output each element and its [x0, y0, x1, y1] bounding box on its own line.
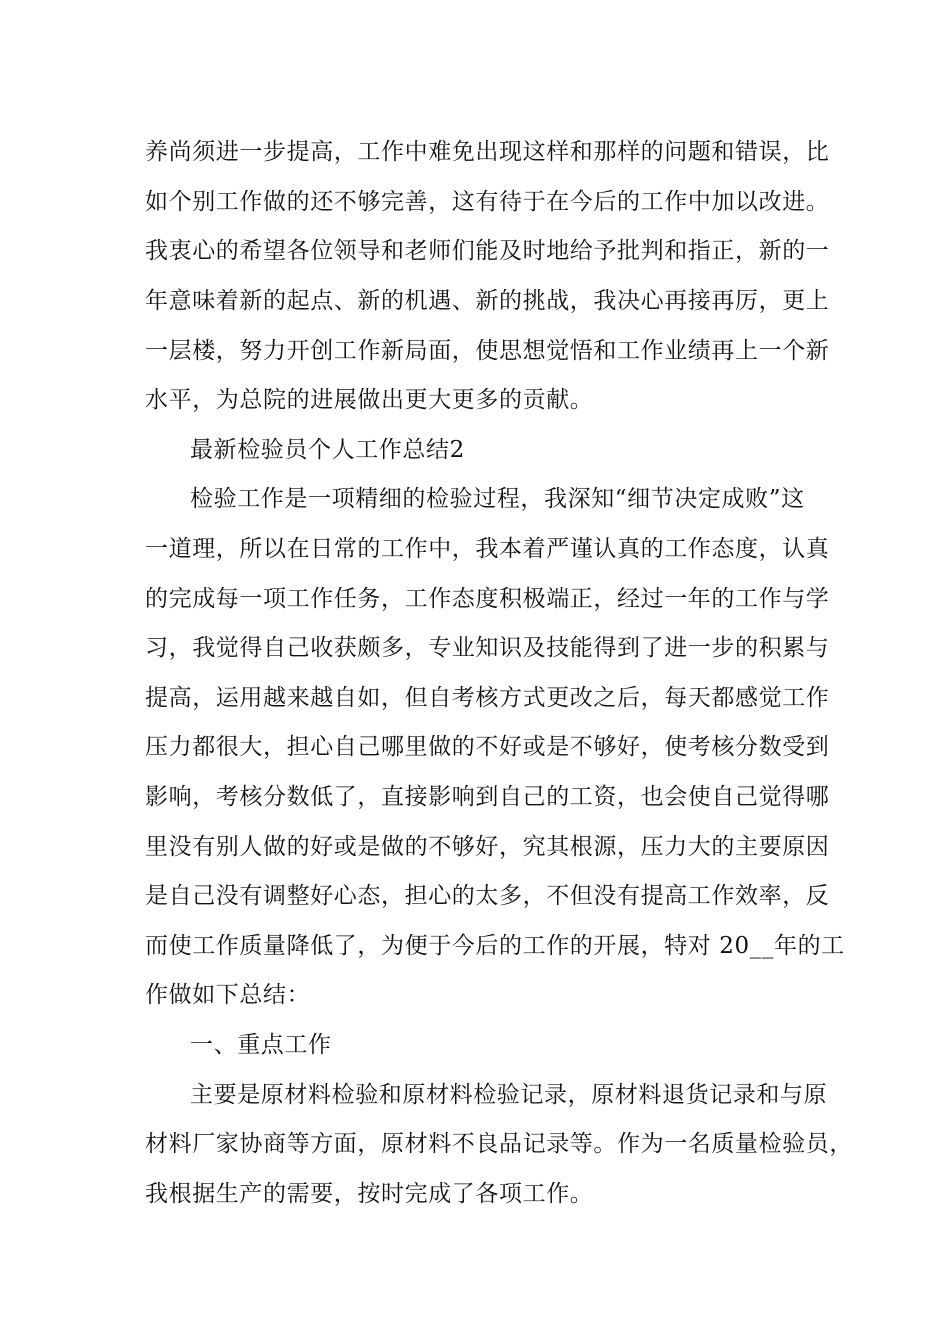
paragraph-line: 一层楼，努力开创工作新局面，使思想觉悟和工作业绩再上一个新 — [145, 338, 830, 364]
paragraph-line: 年意味着新的起点、新的机遇、新的挑战，我决心再接再厉，更上 — [145, 288, 830, 314]
paragraph-line: 作做如下总结： — [145, 982, 311, 1008]
paragraph-line: 而使工作质量降低了，为便于今后的工作的开展，特对 20__年的工 — [145, 933, 845, 959]
paragraph-line: 如个别工作做的还不够完善，这有待于在今后的工作中加以改进。 — [145, 189, 830, 215]
paragraph-line: 检验工作是一项精细的检验过程，我深知“细节决定成败”这 — [190, 486, 805, 512]
paragraph-line: 主要是原材料检验和原材料检验记录，原材料退货记录和与原 — [190, 1082, 828, 1108]
paragraph-line: 的完成每一项工作任务，工作态度积极端正，经过一年的工作与学 — [145, 586, 830, 612]
paragraph-line: 习，我觉得自己收获颇多，专业知识及技能得到了进一步的积累与 — [145, 635, 830, 661]
paragraph-line: 压力都很大，担心自己哪里做的不好或是不够好，使考核分数受到 — [145, 734, 830, 760]
subsection-heading: 一、重点工作 — [190, 1032, 332, 1058]
paragraph-line: 我根据生产的需要，按时完成了各项工作。 — [145, 1181, 594, 1207]
paragraph-line: 一道理，所以在日常的工作中，我本着严谨认真的工作态度，认真 — [145, 536, 830, 562]
paragraph-line: 材料厂家协商等方面，原材料不良品记录等。作为一名质量检验员， — [145, 1131, 853, 1157]
paragraph-line: 提高，运用越来越自如，但自考核方式更改之后，每天都感觉工作 — [145, 685, 830, 711]
paragraph-line: 我衷心的希望各位领导和老师们能及时地给予批判和指正，新的一 — [145, 238, 830, 264]
paragraph-line: 养尚须进一步提高，工作中难免出现这样和那样的问题和错误，比 — [145, 139, 830, 165]
paragraph-line: 里没有别人做的好或是做的不够好，究其根源，压力大的主要原因 — [145, 834, 830, 860]
section-heading: 最新检验员个人工作总结2 — [190, 437, 465, 463]
paragraph-line: 水平，为总院的进展做出更大更多的贡献。 — [145, 387, 594, 413]
paragraph-line: 影响，考核分数低了，直接影响到自己的工资，也会使自己觉得哪 — [145, 784, 830, 810]
paragraph-line: 是自己没有调整好心态，担心的太多，不但没有提高工作效率，反 — [145, 883, 830, 909]
